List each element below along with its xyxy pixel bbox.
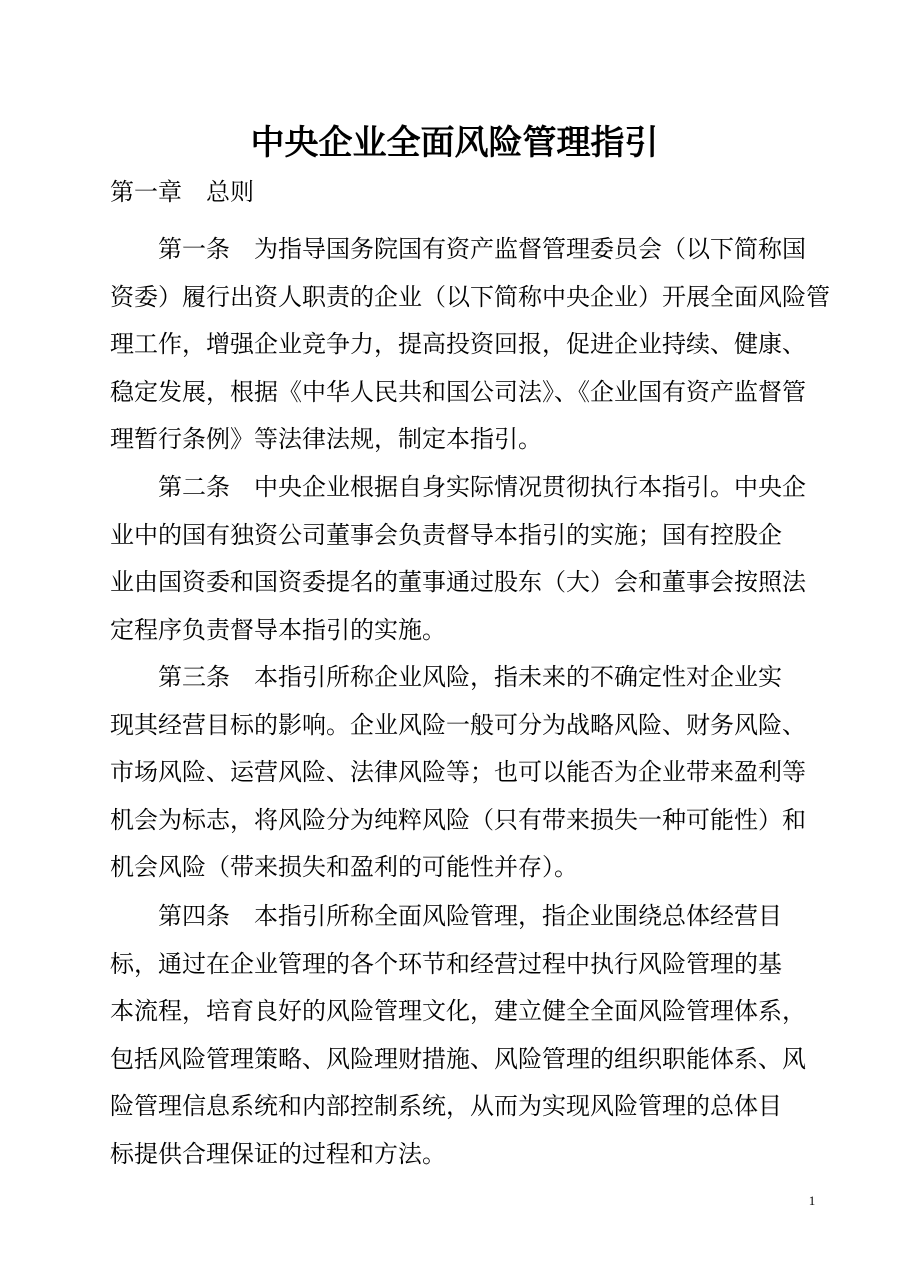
article-line: 第一条 为指导国务院国有资产监督管理委员会（以下简称国 [158,235,806,263]
article-2 [110,464,810,654]
article-line: 本流程，培育良好的风险管理文化，建立健全全面风险管理体系， [110,997,806,1026]
article-line: 理暂行条例》等法律法规，制定本指引。 [110,425,542,454]
article-line: 机会风险（带来损失和盈利的可能性并存）。 [110,853,578,882]
article-line: 现其经营目标的影响。企业风险一般可分为战略风险、财务风险、 [110,710,806,739]
article-line: 第四条 本指引所称全面风险管理，指企业围绕总体经营目 [158,902,782,930]
chapter-heading: 第一章 总则 [110,178,254,206]
article-line: 市场风险、运营风险、法律风险等；也可以能否为企业带来盈利等 [110,758,806,787]
article-line: 包括风险管理策略、风险理财措施、风险管理的组织职能体系、风 [110,1044,806,1073]
article-line: 第三条 本指引所称企业风险，指未来的不确定性对企业实 [158,663,782,691]
page-number: 1 [808,1193,816,1208]
article-line: 标，通过在企业管理的各个环节和经营过程中执行风险管理的基 [110,949,782,978]
article-line: 业中的国有独资公司董事会负责督导本指引的实施；国有控股企 [110,520,782,549]
article-line: 标提供合理保证的过程和方法。 [110,1139,446,1168]
article-1 [110,226,830,464]
document-title: 中央企业全面风险管理指引 [250,123,659,163]
article-3 [110,654,810,892]
article-line: 第二条 中央企业根据自身实际情况贯彻执行本指引。中央企 [158,473,806,501]
article-4 [110,893,810,1179]
article-line: 险管理信息系统和内部控制系统，从而为实现风险管理的总体目 [110,1092,782,1121]
article-line: 资委）履行出资人职责的企业（以下简称中央企业）开展全面风险管 [110,282,830,311]
article-line: 理工作，增强企业竞争力，提高投资回报，促进企业持续、健康、 [110,330,806,359]
article-line: 稳定发展，根据《中华人民共和国公司法》、《企业国有资产监督管 [110,377,806,406]
article-line: 定程序负责督导本指引的实施。 [110,615,446,644]
article-line: 业由国资委和国资委提名的董事通过股东（大）会和董事会按照法 [110,568,806,597]
article-line: 机会为标志，将风险分为纯粹风险（只有带来损失一种可能性）和 [110,805,806,834]
